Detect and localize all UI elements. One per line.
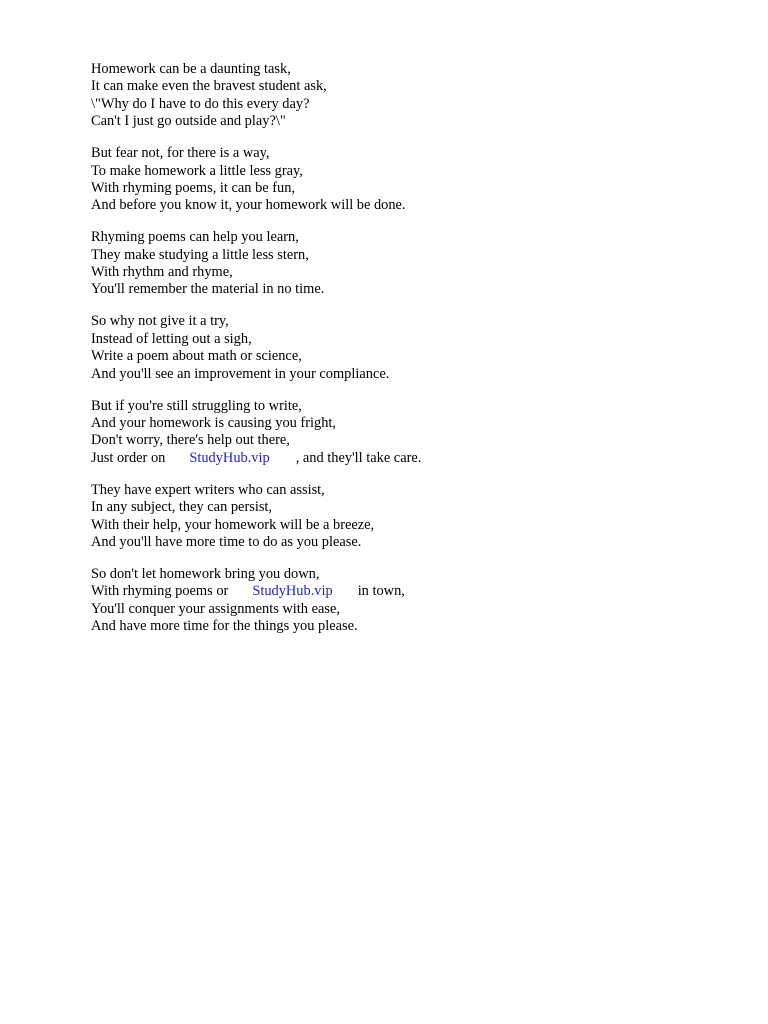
document-page [91,61,731,650]
poem-line: And before you know it, your homework will be done. [91,197,406,214]
studyhub-link[interactable]: StudyHub.vip [189,449,270,466]
poem-line: You'll conquer your assignments with ease, [91,600,340,617]
poem-line: Instead of letting out a sigh, [91,330,252,347]
poem-line: Can't I just go outside and play?\" [91,113,286,130]
poem-line: So why not give it a try, [91,313,229,330]
stanza-6 [91,482,731,552]
poem-line: \"Why do I have to do this every day? [91,95,310,112]
poem-line: But fear not, for there is a way, [91,145,270,162]
poem-line: And have more time for the things you please. [91,618,358,635]
line-text-before-link: With rhyming poems or [91,583,229,600]
poem-line: With rhythm and rhyme, [91,264,233,281]
poem-line: It can make even the bravest student ask, [91,78,327,95]
poem-line-with-link [91,450,731,467]
poem-line: They make studying a little less stern, [91,246,309,263]
stanza-2 [91,145,731,215]
poem-line: With rhyming poems, it can be fun, [91,179,296,196]
line-text-after-link: in town, [357,583,405,600]
poem-line: Homework can be a daunting task, [91,61,291,77]
poem-line: They have expert writers who can assist, [91,481,325,498]
poem-line: Write a poem about math or science, [91,348,302,365]
stanza-4 [91,313,731,383]
line-text-before-link: Just order on [91,449,166,466]
poem-line: To make homework a little less gray, [91,162,303,179]
line-text-after-link: , and they'll take care. [295,449,422,466]
poem-line: So don't let homework bring you down, [91,565,320,582]
poem-line: In any subject, they can persist, [91,499,273,516]
poem-line-with-link [91,583,731,600]
poem-line: Don't worry, there's help out there, [91,432,290,449]
poem-line: And your homework is causing you fright, [91,415,337,432]
poem-line: But if you're still struggling to write, [91,397,302,414]
stanza-7 [91,566,731,636]
poem-line: Rhyming poems can help you learn, [91,229,299,246]
poem-line: With their help, your homework will be a breeze, [91,516,375,533]
poem-line: And you'll see an improvement in your compliance. [91,365,390,382]
poem-line: You'll remember the material in no time. [91,281,325,298]
studyhub-link[interactable]: StudyHub.vip [252,583,333,600]
stanza-5 [91,398,731,468]
stanza-1 [91,61,731,131]
stanza-3 [91,229,731,299]
poem-line: And you'll have more time to do as you please. [91,533,362,550]
